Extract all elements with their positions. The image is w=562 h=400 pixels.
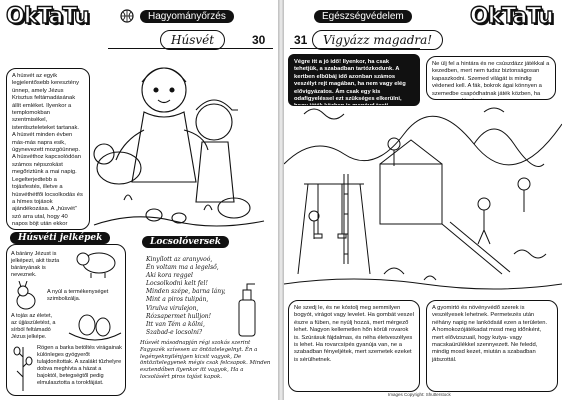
symbol-lamb-text: A bárány Jézust is jelképezi, akit tiszta bárányának is neveznek.	[11, 251, 60, 278]
lamb-icon	[71, 249, 121, 279]
tip-swing-box: Ne ülj fel a hintára és ne csúszdázz játékkal a kezedben, mert nem tudsz biztonságosan kapaszkodni. Szemed világát is mindig védened kell. A fák, bokrok ágai könnyen a szemedbe csapódhatnak játék közben, ha	[426, 56, 556, 100]
rabbit-icon	[11, 281, 41, 311]
tip-chemicals-box: A gyomirtó és növényvédő szerek is veszélyesek lehetnek. Permetezés után néhány napig ne lankódsáil ezen a területen. A homokozójátékadat mosd meg időnként, mert elővizszuail, hogy kutya- vagy macskaürülékkel szennyezett. Ne feledd, mindig mosd kezet, miután a szabadban játszottál.	[426, 300, 558, 392]
tip-berries-box: Ne szedj le, és ne kóstolj meg semmilyen bogyót, virágot vagy levelet. Ha gombát veszel észre a füben, ne nyúlj hozzá, mert mérgező lehet. Nagyon kellemetlen hőn körüli rovarok is. Szúrásuk fájdalmas, és néha életveszélyes is lehet. Ha rovarcsípés gyanúja van, ne a szabadban fényeljétek, mert szemetek ezeket is sérülhetnek.	[288, 300, 420, 392]
easter-intro-box: A húsvét az egyik legjelentősebb keresztény ünnep, amely Jézus Krisztus feltámadásának állít emléket. Ilyenkor a templomokban szentmisékel, istentiszteleteket tartanak. A húsvét minden évben más-más napra esik, úgynevezett mozgóünnep. A húsvéthoz kapcsolódóan számos népszokást megőriztünk a mai napig. Legelterjedtebb a tojásfestés, illetve a húsvéthétfői locsolkodás és a hímes tojások ajándékozása. A „húsvét” szó arra utal, hogy 40 napos böjt után ekkor	[6, 68, 90, 230]
poem-note: Húsvét másodnapján régi szokás szerint Fagyszék szívesen az öntöztelegelnyt. Én a legényeknyilénjgen kicsit vagyok, De öntözitelegyenek mégis csak felcsapok. Minden esztendőben ilyenkor itt vagyok, Ha a locsolásért piros tojást kapok.	[140, 340, 271, 380]
egg-nest-icon	[67, 309, 123, 341]
title-rule-right	[290, 48, 420, 49]
image-credit: Images Copyright: Shutterstock	[388, 392, 451, 397]
symbols-heading: Húsvéti jelképek	[10, 232, 110, 244]
easter-children-illustration	[84, 50, 274, 230]
page-title-right: Vigyázz magadra!	[312, 30, 443, 50]
category-label: Hagyományőrzés	[140, 10, 234, 23]
oktatu-logo-right: OkTaTu	[470, 4, 553, 29]
intro-dark-box: Végre itt a jó idő! Ilyenkor, ha csak tehetjük, a szabadban tartózkodunk. A kertben elbűbáj idő azonban számos veszélyt rejt magában, ha nem vagy elég elővigyázatos. Ám csak egy kis odafigyeléssel ezt szükséges elkerülni,	[288, 54, 420, 106]
title-rule	[108, 48, 273, 49]
symbols-box	[6, 244, 126, 396]
left-page	[0, 0, 278, 400]
willow-catkin-icon	[11, 345, 35, 391]
oktatu-logo: OkTaTu	[6, 4, 89, 29]
page-number-right: 31	[294, 33, 308, 47]
perfume-bottle-icon	[232, 282, 262, 342]
right-page	[284, 0, 562, 400]
page-title: Húsvét	[160, 30, 225, 50]
globe-icon	[118, 9, 136, 23]
page-number: 30	[252, 33, 266, 47]
symbol-willow-text: Rögen a barka betöltés virágainak különleges gyógyerőt tulajdonítottak. A szalákt tűzhelyre dobva meghívta a házat a bajoktól, betegségtől pedig elmulasztotta a torokfájást.	[37, 345, 122, 386]
symbol-rabbit-text: A nyúl a termékenységet szimbolizálja.	[47, 289, 109, 302]
poem-verse: Kinyílott az aranyvoó, Én voltam ma a legelső, Aki kora reggel Locsolkodni kelt fel! Minden szépe, barna lány, Mint a piros tulipán, Virulva virulejon, Rózsapermet hulljon! Itt van Tém a kölni, Szabad-e locsolni?	[146, 256, 226, 336]
playground-illustration	[284, 104, 562, 300]
symbol-egg-text: A tojás az életet, az újjászületést, a sírból feltámadó Jézus jelképe.	[11, 313, 56, 340]
category-label-right: Egészségvédelem	[314, 10, 412, 23]
poem-heading: Locsolóversek	[142, 236, 229, 248]
